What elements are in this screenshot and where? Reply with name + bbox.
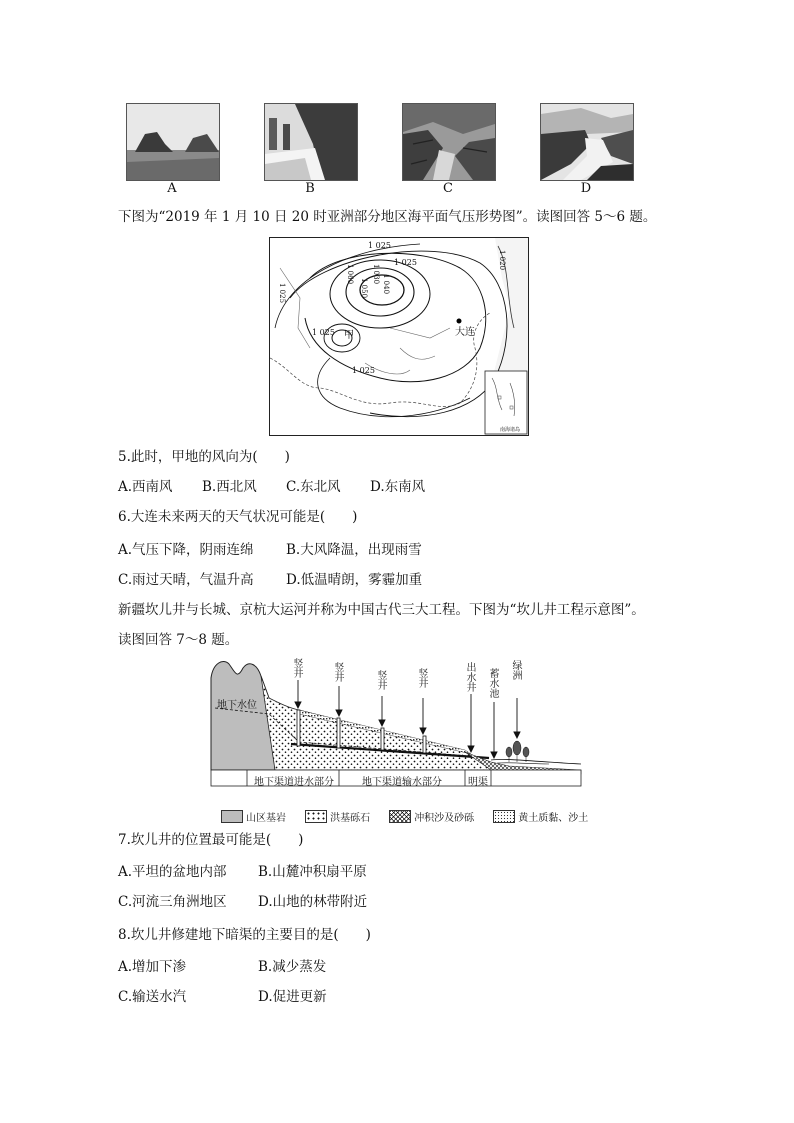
photo-d: [540, 103, 634, 181]
isobar-label-9: 1 060: [346, 264, 354, 285]
q8-options-row2: [118, 988, 327, 1006]
q8-stem: 8.坎儿井修建地下暗渠的主要目的是( ): [118, 927, 371, 943]
fjord-photo-icon: [541, 104, 633, 180]
reservoir-label: 蓄水池: [489, 669, 500, 700]
isobar-label-2: 1 025: [394, 258, 417, 267]
q6-option-c[interactable]: C.雨过天晴，气温升高: [118, 572, 254, 588]
q5-option-c[interactable]: C.东北风: [286, 479, 341, 495]
legend-bedrock-label: 山区基岩: [246, 813, 286, 824]
legend-loess-label: 黄土质黏、沙土: [518, 813, 589, 824]
q5-option-a[interactable]: A.西南风: [118, 479, 173, 495]
q7-options-row2: [118, 893, 367, 911]
q6-option-a[interactable]: A.气压下降，阴雨连绵: [118, 542, 254, 558]
intro-7-8-line1: 新疆坎儿井与长城、京杭大运河并称为中国古代三大工程。下图为“坎儿井工程示意图”。: [118, 602, 645, 618]
isobar-label-1: 1 025: [368, 241, 391, 250]
map-jia-label: 甲: [344, 330, 354, 341]
q7-stem: 7.坎儿井的位置最可能是( ): [118, 832, 304, 848]
photo-b-label: B: [305, 181, 315, 196]
q7-option-d[interactable]: D.山地的林带附近: [258, 894, 368, 910]
canyon-photo-icon: [403, 104, 495, 180]
oasis-label: 绿洲: [512, 661, 523, 682]
isobar-label-3: 1 020: [498, 250, 506, 271]
isobar-label-5: 1 025: [312, 328, 335, 337]
section-intake-label: 地下渠道进水部分: [254, 777, 334, 788]
photo-d-label: D: [580, 181, 592, 196]
section-open-channel-label: 明渠: [468, 777, 488, 788]
isobar-label-6: 1 030: [372, 264, 380, 285]
q8-options-row1: [118, 958, 326, 976]
q7-option-c[interactable]: C.河流三角洲地区: [118, 894, 227, 910]
isobar-label-8: 1 050: [360, 278, 368, 299]
legend-gravel-label: 洪基砾石: [330, 813, 371, 824]
photo-c-label: C: [443, 181, 453, 196]
pressure-map: [269, 237, 529, 436]
q6-options-row1: [118, 541, 422, 559]
legend-sand-swatch: [389, 810, 411, 823]
map-dalian-label: 大连: [455, 327, 475, 338]
water-table-label: 地下水位: [217, 700, 257, 711]
intro-5-6: 下图为“2019 年 1 月 10 日 20 时亚洲部分地区海平面气压形势图”。读图回答 5～6 题。: [118, 209, 657, 225]
diagram-legend: [221, 806, 602, 825]
q5-stem: 5.此时，甲地的风向为( ): [118, 449, 290, 465]
shaft-label-1: 竖井: [293, 659, 304, 680]
q7-option-b[interactable]: B.山麓冲积扇平原: [258, 864, 367, 880]
shaft-label-3: 竖井: [377, 671, 388, 692]
q8-option-d[interactable]: D.促进更新: [258, 989, 327, 1005]
q5-option-b[interactable]: B.西北风: [202, 479, 257, 495]
section-transport-label: 地下渠道输水部分: [362, 777, 442, 788]
photo-b: [264, 103, 358, 181]
karez-cross-section-figure: [209, 658, 583, 826]
karez-diagram: [209, 658, 589, 826]
q6-options-row2: [118, 571, 422, 589]
isobar-map-figure: [270, 238, 528, 435]
q7-option-a[interactable]: A.平坦的盆地内部: [118, 864, 227, 880]
desert-butte-photo-icon: [127, 104, 219, 180]
isobar-label-4: 1 025: [278, 283, 286, 304]
q5-option-d[interactable]: D.东南风: [370, 479, 426, 495]
intro-7-8-line2: 读图回答 7～8 题。: [118, 632, 239, 648]
isobar-label-7: 1 040: [382, 274, 390, 295]
legend-sand-label: 冲积沙及砂砾: [414, 813, 475, 824]
photo-a-label: A: [167, 181, 177, 196]
q8-option-c[interactable]: C.输送水汽: [118, 989, 187, 1005]
q5-options: [118, 478, 425, 496]
legend-loess-swatch: [493, 810, 515, 823]
photo-a: [126, 103, 220, 181]
isobar-label-10: 1 025: [352, 366, 375, 375]
shaft-label-2: 竖井: [334, 663, 345, 684]
sea-stack-coast-photo-icon: [265, 104, 357, 180]
outlet-well-label: 出水井: [466, 663, 477, 694]
legend-gravel-swatch: [305, 810, 327, 823]
q7-options-row1: [118, 863, 367, 881]
map-inset-caption: 南海诸岛: [500, 427, 521, 433]
legend-bedrock-swatch: [221, 810, 243, 823]
shaft-label-4: 竖井: [418, 669, 429, 690]
q6-option-d[interactable]: D.低温晴朗，雾霾加重: [286, 572, 423, 588]
photo-c: [402, 103, 496, 181]
q6-option-b[interactable]: B.大风降温，出现雨雪: [286, 542, 422, 558]
q8-option-a[interactable]: A.增加下渗: [118, 959, 187, 975]
q8-option-b[interactable]: B.减少蒸发: [258, 959, 327, 975]
q6-stem: 6.大连未来两天的天气状况可能是( ): [118, 509, 358, 525]
